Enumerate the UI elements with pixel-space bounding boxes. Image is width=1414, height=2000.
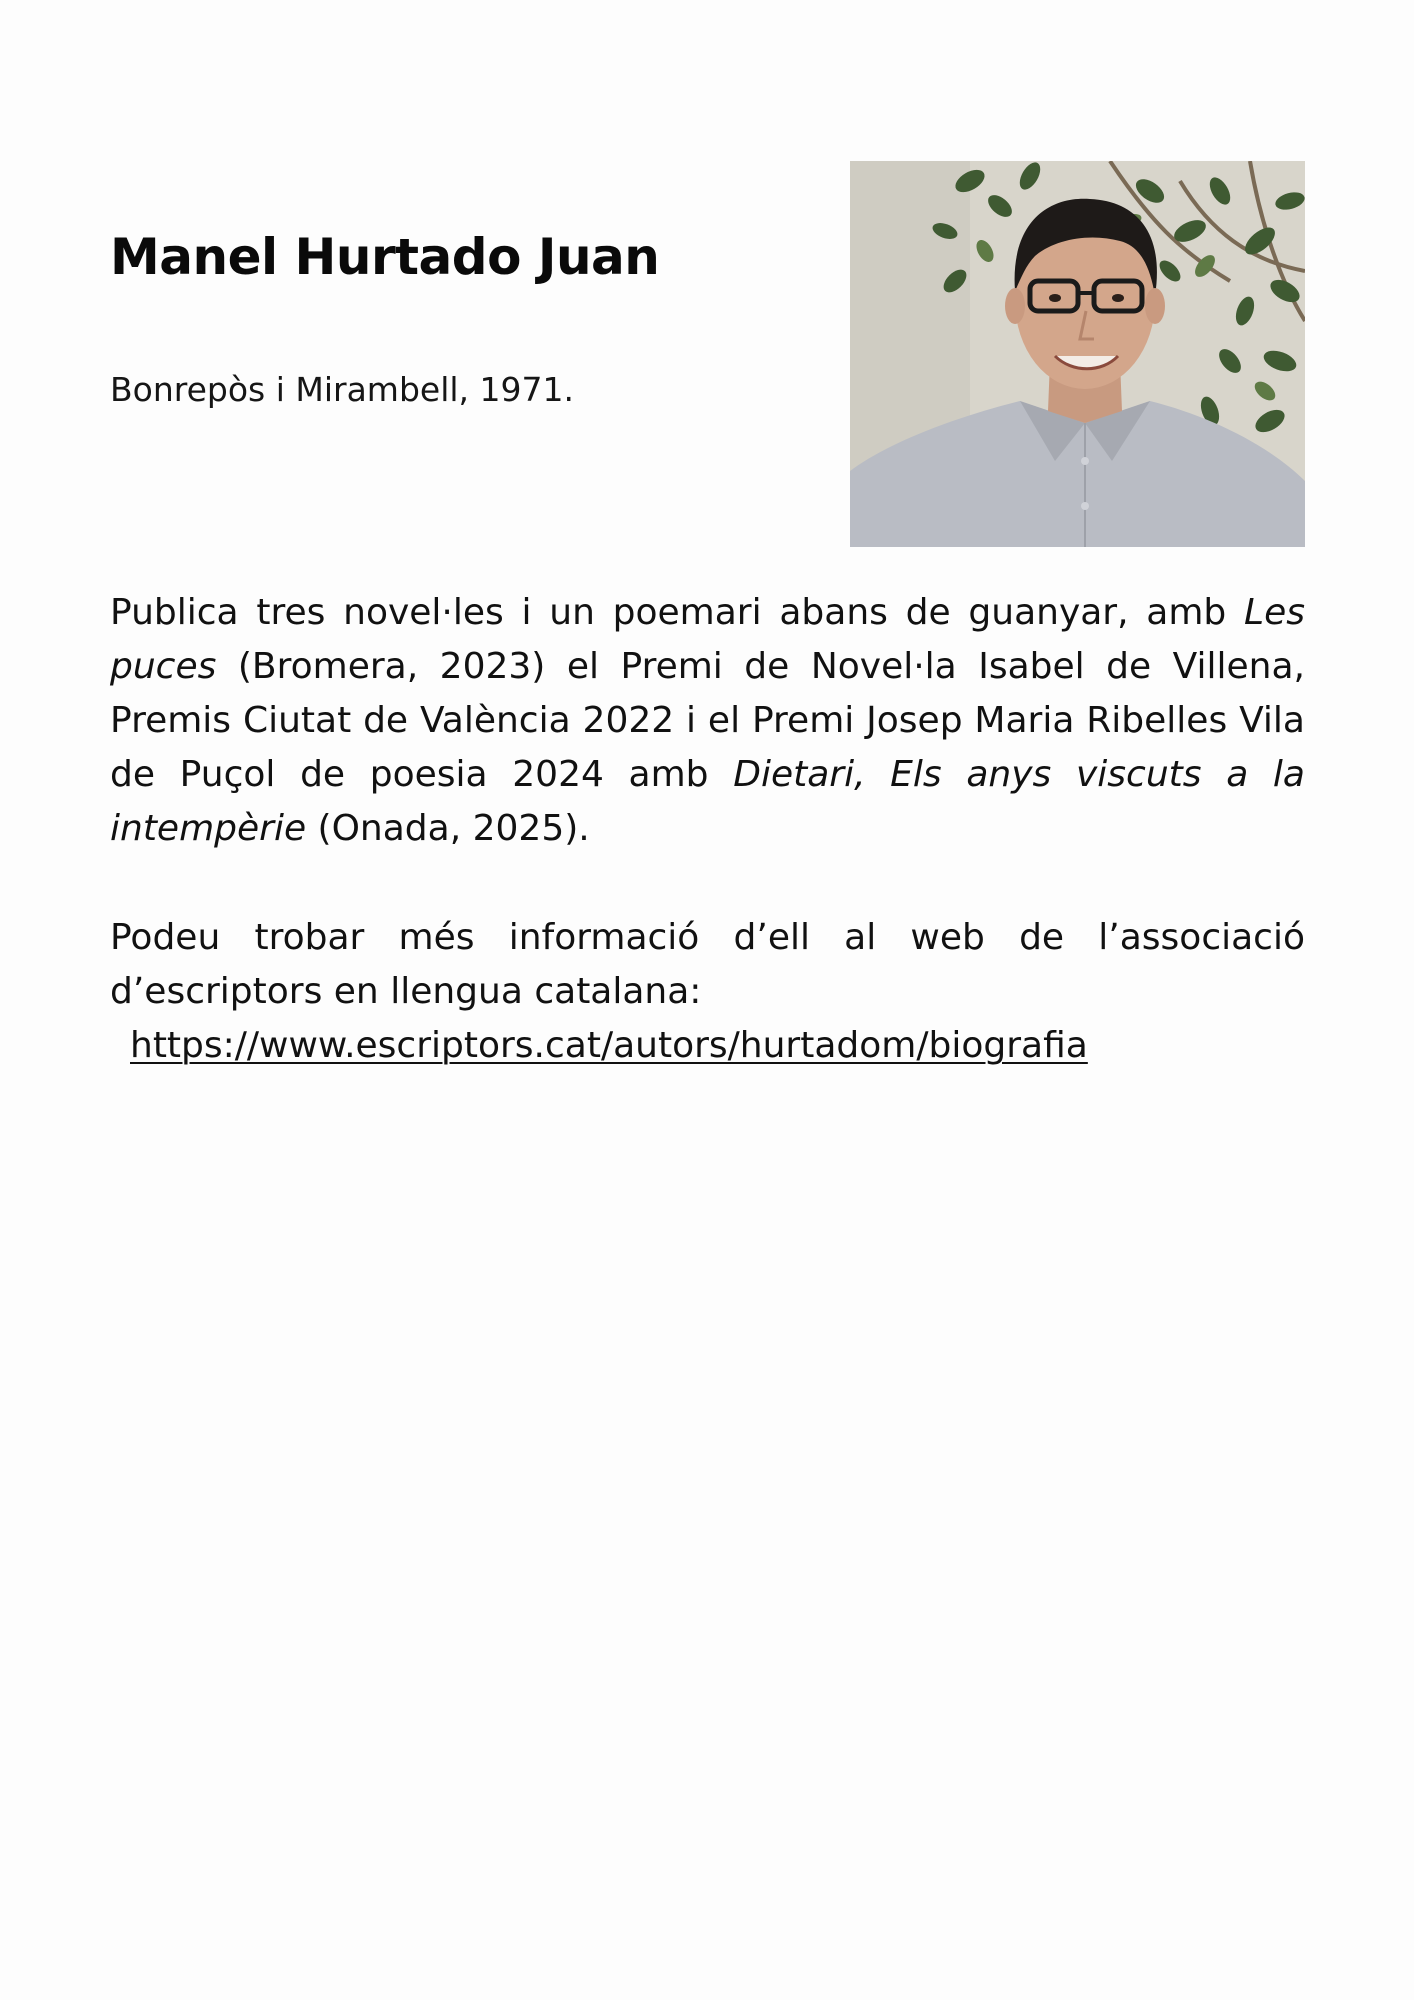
bio-text-part1: Publica tres novel·les i un poemari abans de guanyar, amb	[110, 592, 1245, 633]
author-portrait-photo	[850, 161, 1305, 547]
more-info-line2: d’escriptors en llengua catalana:	[110, 971, 702, 1012]
author-name: Manel Hurtado Juan	[110, 228, 660, 286]
bio-text-part2: (Bromera, 2023) el Premi de Novel·la Isabel de Villena, Premis Ciutat de València 2022 i el Premi Josep Maria Ribelles Vila de Puçol de poesia 2024 amb	[110, 646, 1305, 795]
more-info-line1: Podeu trobar més informació d’ell al web de l’associació	[110, 917, 1305, 958]
work-title-dietari: Dietari, Els anys viscuts a la intempèrie	[110, 754, 1305, 849]
bio-text-part3: (Onada, 2025).	[306, 808, 590, 849]
more-info-paragraph	[110, 911, 1305, 1073]
birth-info: Bonrepòs i Mirambell, 1971.	[110, 370, 574, 409]
author-biography	[110, 586, 1305, 856]
work-title-les-puces: Les puces	[110, 592, 1305, 687]
biography-link[interactable]: https://www.escriptors.cat/autors/hurtadom/biografia	[130, 1025, 1088, 1066]
